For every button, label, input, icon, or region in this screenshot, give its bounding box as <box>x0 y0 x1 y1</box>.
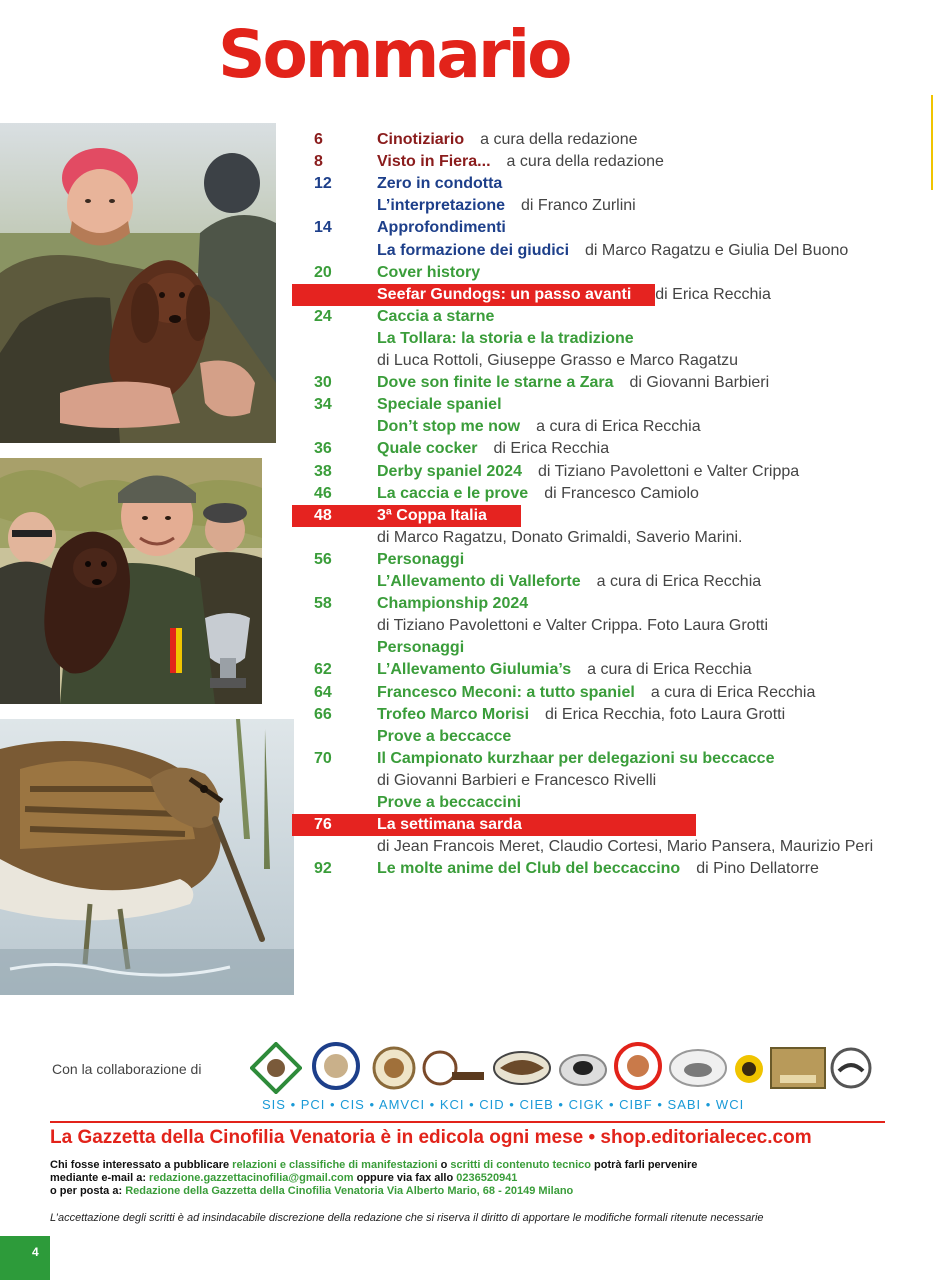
toc-title <box>377 836 873 858</box>
toc-entry[interactable] <box>0 416 935 438</box>
toc-entry[interactable] <box>0 328 935 350</box>
toc-entry[interactable] <box>0 792 935 814</box>
toc-page-number: 20 <box>314 264 332 281</box>
toc-entry[interactable] <box>0 549 935 571</box>
toc-title-text: La caccia e le prove <box>377 485 529 502</box>
toc-title <box>377 505 487 527</box>
toc-page-number: 58 <box>314 595 332 612</box>
collaboration-label: Con la collaborazione di <box>52 1061 202 1077</box>
toc-title <box>377 659 752 681</box>
toc-title-text: Speciale spaniel <box>377 396 502 413</box>
toc-title-text: Caccia a starne <box>377 308 495 325</box>
toc-author: di Erica Recchia <box>493 440 610 457</box>
submission-info-line-1: Chi fosse interessato a pubblicare relazioni e classifiche di manifestazioni o scritti di contenuto tecnico potrà farli pervenire <box>50 1159 698 1171</box>
toc-page-number: 66 <box>314 706 332 723</box>
cigk-logo-icon <box>668 1046 728 1090</box>
toc-title <box>377 461 799 483</box>
toc-title-text: di Luca Rottoli, Giuseppe Grasso e Marco Ragatzu <box>377 352 739 369</box>
toc-title <box>377 593 528 615</box>
footer-divider <box>50 1121 885 1123</box>
toc-page-number: 36 <box>314 440 332 457</box>
toc-title <box>377 438 609 460</box>
toc-entry[interactable] <box>0 284 935 306</box>
page-title: Sommario <box>218 16 570 93</box>
toc-title <box>377 726 511 748</box>
toc-entry[interactable] <box>0 593 935 615</box>
toc-entry[interactable] <box>0 726 935 748</box>
toc-entry[interactable] <box>0 682 935 704</box>
toc-title-text: Visto in Fiera... <box>377 153 491 170</box>
toc-title <box>377 262 480 284</box>
toc-entry[interactable] <box>0 770 935 792</box>
toc-title <box>377 682 815 704</box>
toc-entry[interactable] <box>0 195 935 217</box>
toc-title-text: Seefar Gundogs: un passo avanti <box>377 286 632 303</box>
toc-page-number: 12 <box>314 175 332 192</box>
toc-title <box>377 350 738 372</box>
toc-author: a cura della redazione <box>506 153 664 170</box>
toc-title-text: Zero in condotta <box>377 175 503 192</box>
toc-title-text: La settimana sarda <box>377 816 522 833</box>
toc-entry[interactable] <box>0 637 935 659</box>
toc-title <box>377 858 819 880</box>
toc-entry[interactable] <box>0 461 935 483</box>
toc-title <box>377 704 785 726</box>
toc-entry[interactable] <box>0 217 935 239</box>
disclaimer: L’accettazione degli scritti è ad insindacabile discrezione della redazione che si riserva il diritto di apportare le modifiche formali ritenute necessarie <box>50 1212 764 1224</box>
toc-entry[interactable] <box>0 306 935 328</box>
toc-title-text: di Jean Francois Meret, Claudio Cortesi, Mario Pansera, Maurizio Peri <box>377 838 874 855</box>
toc-title <box>377 173 502 195</box>
toc-title-text: di Marco Ragatzu, Donato Grimaldi, Saverio Marini. <box>377 529 743 546</box>
toc-title <box>377 571 761 593</box>
toc-page-number: 46 <box>314 485 332 502</box>
toc-title-text: Quale cocker <box>377 440 478 457</box>
toc-entry[interactable] <box>0 151 935 173</box>
toc-entry[interactable] <box>0 129 935 151</box>
toc-title-text: Prove a beccacce <box>377 728 512 745</box>
toc-entry[interactable] <box>0 858 935 880</box>
toc-title-text: Cover history <box>377 264 481 281</box>
toc-title <box>377 770 656 792</box>
toc-title <box>377 483 699 505</box>
toc-title <box>377 195 636 217</box>
toc-author: a cura di Erica Recchia <box>650 684 816 701</box>
toc-page-number: 64 <box>314 684 332 701</box>
toc-title-text: di Giovanni Barbieri e Francesco Rivelli <box>377 772 657 789</box>
toc-title <box>377 240 848 262</box>
toc-author: a cura della redazione <box>480 131 638 148</box>
toc-title-text: Trofeo Marco Morisi <box>377 706 530 723</box>
toc-entry[interactable] <box>0 748 935 770</box>
toc-page-number: 6 <box>314 131 323 148</box>
toc-page-number: 38 <box>314 463 332 480</box>
toc-title-text: Championship 2024 <box>377 595 529 612</box>
toc-author: a cura di Erica Recchia <box>587 661 752 678</box>
submission-info-line-3: o per posta a: Redazione della Gazzetta della Cinofilia Venatoria Via Alberto Mario, 68 - 20149 Milano <box>50 1185 574 1197</box>
toc-title <box>377 284 771 306</box>
toc-author: di Giovanni Barbieri <box>629 374 770 391</box>
toc-author: di Pino Dellatorre <box>696 860 819 877</box>
toc-title <box>377 328 634 350</box>
toc-page-number: 76 <box>314 816 332 833</box>
toc-title-text: Personaggi <box>377 551 465 568</box>
toc-title <box>377 637 464 659</box>
toc-title-text: L’Allevamento di Valleforte <box>377 573 581 590</box>
sis-logo-icon <box>250 1042 302 1094</box>
toc-entry[interactable] <box>0 483 935 505</box>
toc-author: di Francesco Camiolo <box>544 485 699 502</box>
toc-entry[interactable] <box>0 350 935 372</box>
toc-entry[interactable] <box>0 505 935 527</box>
submission-info-line-2: mediante e-mail a: redazione.gazzettacinofilia@gmail.com oppure via fax allo 0236520941 <box>50 1172 518 1184</box>
toc-entry[interactable] <box>0 615 935 637</box>
toc-title-text: 3ª Coppa Italia <box>377 507 487 524</box>
toc-entry[interactable] <box>0 527 935 549</box>
toc-title-text: Francesco Meconi: a tutto spaniel <box>377 684 635 701</box>
toc-entry[interactable] <box>0 571 935 593</box>
toc-author: di Marco Ragatzu e Giulia Del Buono <box>585 242 849 259</box>
toc-title-text: Personaggi <box>377 639 465 656</box>
sabi-logo-icon <box>770 1047 826 1089</box>
toc-entry[interactable] <box>0 438 935 460</box>
toc-page-number: 14 <box>314 219 332 236</box>
toc-title-text: Cinotiziario <box>377 131 465 148</box>
page-number: 4 <box>32 1245 39 1259</box>
kci-logo-icon <box>492 1048 552 1088</box>
toc-page-number: 56 <box>314 551 332 568</box>
toc-entry[interactable] <box>0 836 935 858</box>
toc-entry[interactable] <box>0 704 935 726</box>
wci-logo-icon <box>830 1047 872 1089</box>
toc-title <box>377 416 701 438</box>
toc-title-text: Prove a beccaccini <box>377 794 522 811</box>
toc-author: di Erica Recchia <box>655 286 771 303</box>
toc-title-text: Don’t stop me now <box>377 418 521 435</box>
footer-banner: La Gazzetta della Cinofilia Venatoria è in edicola ogni mese • shop.editorialecec.com <box>50 1127 812 1148</box>
cis-logo-icon <box>372 1046 416 1090</box>
toc-author: di Erica Recchia, foto Laura Grotti <box>545 706 786 723</box>
toc-title-text: L’interpretazione <box>377 197 506 214</box>
toc-entry[interactable] <box>0 659 935 681</box>
toc-page-number: 62 <box>314 661 332 678</box>
toc-entry[interactable] <box>0 240 935 262</box>
toc-entry[interactable] <box>0 394 935 416</box>
toc-entry[interactable] <box>0 372 935 394</box>
partner-abbreviations: SIS • PCI • CIS • AMVCI • KCI • CID • CIEB • CIGK • CIBF • SABI • WCI <box>262 1097 745 1112</box>
toc-page-number: 34 <box>314 396 332 413</box>
toc-page-number: 92 <box>314 860 332 877</box>
partner-logos <box>250 1042 875 1094</box>
email-link[interactable]: redazione.gazzettacinofilia@gmail.com <box>149 1172 354 1184</box>
toc-title <box>377 748 774 770</box>
toc-entry[interactable] <box>0 173 935 195</box>
toc-entry[interactable] <box>0 262 935 284</box>
amvci-logo-icon <box>422 1046 486 1090</box>
toc-title-text: Approfondimenti <box>377 219 506 236</box>
toc-page-number: 70 <box>314 750 332 767</box>
toc-page-number: 30 <box>314 374 332 391</box>
toc-title-text: Le molte anime del Club del beccaccino <box>377 860 681 877</box>
toc-title-text: L’Allevamento Giulumia’s <box>377 661 572 678</box>
toc-title <box>377 527 742 549</box>
toc-page-number: 8 <box>314 153 323 170</box>
toc-author: a cura di Erica Recchia <box>596 573 762 590</box>
toc-page-number: 48 <box>314 507 332 524</box>
toc-author: di Tiziano Pavolettoni e Valter Crippa <box>537 463 800 480</box>
toc-title-text: Dove son finite le starne a Zara <box>377 374 614 391</box>
toc-author: a cura di Erica Recchia <box>536 418 701 435</box>
toc-entry[interactable] <box>0 814 935 836</box>
toc-title-text: La formazione dei giudici <box>377 242 570 259</box>
toc-title-text: di Tiziano Pavolettoni e Valter Crippa. Foto Laura Grotti <box>377 617 769 634</box>
toc-title <box>377 792 521 814</box>
cid-logo-icon <box>558 1048 608 1088</box>
toc-title <box>377 151 664 173</box>
toc-title <box>377 394 502 416</box>
cieb-logo-icon <box>614 1042 662 1090</box>
pci-logo-icon <box>312 1042 360 1090</box>
toc-title-text: Il Campionato kurzhaar per delegazioni su beccacce <box>377 750 775 767</box>
toc-title <box>377 217 506 239</box>
toc-title-text: Derby spaniel 2024 <box>377 463 522 480</box>
toc-title <box>377 306 494 328</box>
toc-title <box>377 814 522 836</box>
toc-title <box>377 549 464 571</box>
toc-title <box>377 372 769 394</box>
toc-author: di Franco Zurlini <box>521 197 636 214</box>
toc-title <box>377 615 768 637</box>
toc-title-text: La Tollara: la storia e la tradizione <box>377 330 634 347</box>
toc-title <box>377 129 638 151</box>
cibf-logo-icon <box>734 1054 764 1084</box>
page-number-box <box>0 1236 50 1280</box>
toc-page-number: 24 <box>314 308 332 325</box>
